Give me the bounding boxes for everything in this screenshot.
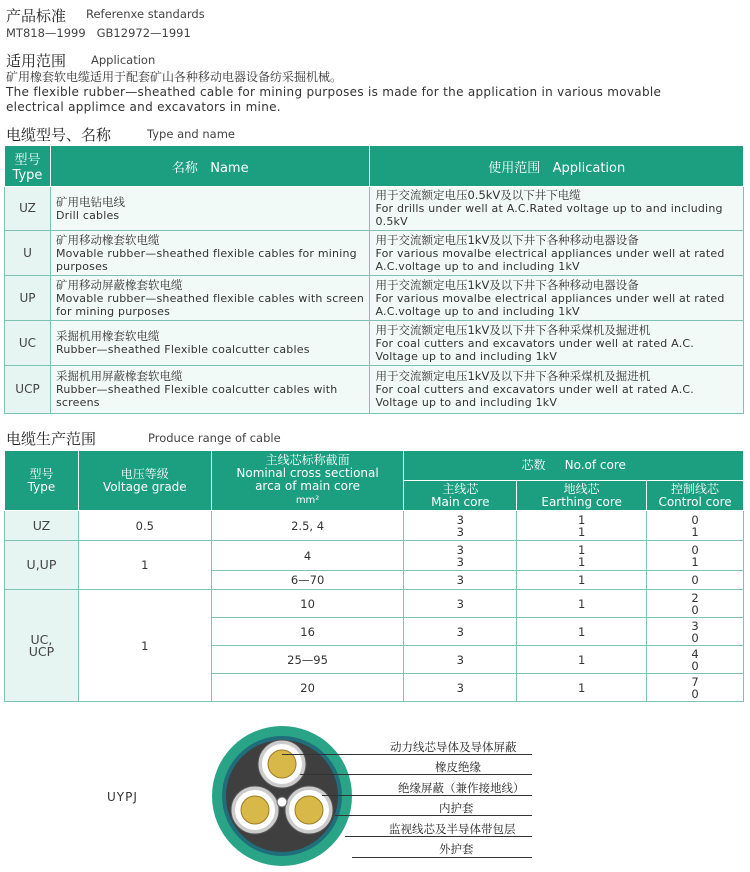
main-value: 3: [456, 680, 464, 695]
main-core-cell: [404, 590, 517, 618]
header-name: 名称 Name: [50, 146, 370, 187]
control-value: 0: [691, 602, 699, 617]
application-title-cn: 适用范围: [6, 52, 67, 70]
name-cn: 矿用移动屏蔽橡套软电缆: [55, 277, 183, 292]
control-value: 2: [691, 590, 699, 605]
header-control-core: 控制线芯 Control core: [647, 481, 744, 511]
app-cn: 用于交流额定电压1kV及以下井下各种采煤机及掘进机: [375, 369, 651, 383]
name-cn: 采掘机用屏蔽橡套软电缆: [55, 369, 183, 383]
name-cn: 矿用移动橡套软电缆: [55, 232, 160, 247]
earth-core-cell: [517, 541, 647, 571]
type-cell: UCP: [5, 366, 51, 414]
types-table-row: [5, 321, 744, 366]
main-core-cell: [404, 571, 517, 590]
type-cell: UZ: [5, 187, 51, 231]
name-en: Movable rubber—sheathed flexible cables with screen for mining purposes: [55, 291, 365, 318]
label-outer-sheath: 外护套: [439, 842, 474, 856]
app-en: For coal cutters and excavators under well at rated A.C. Voltage up to and including 1kV: [375, 336, 694, 363]
main-core-cell: [404, 541, 517, 571]
standards-codes: MT818—1999 GB12972—1991: [6, 26, 191, 40]
header-section: 主线芯标称截面 Nominal cross sectional arca of main core mm²: [211, 451, 404, 511]
application-cell: [370, 276, 744, 321]
earth-value: 1: [577, 624, 586, 639]
name-cn: 采掘机用橡套软电缆: [55, 329, 160, 343]
section-cell: 25—95: [211, 646, 404, 674]
app-cn: 用于交流额定电压0.5kV及以下井下电缆: [375, 188, 581, 202]
name-en: Rubber—sheathed Flexible coalcutter cables: [55, 343, 310, 356]
main-value: 3: [456, 573, 464, 587]
control-core-cell: [647, 646, 744, 674]
name-en: Rubber—sheathed Flexible coalcutter cables with screens: [55, 383, 338, 409]
control-core-cell: [647, 590, 744, 618]
main-value: 3: [456, 554, 464, 569]
control-value: 0: [691, 658, 699, 673]
name-en: Drill cables: [55, 208, 120, 222]
main-value: 3: [456, 596, 464, 611]
types-table-header: [5, 146, 744, 187]
app-cn: 用于交流额定电压1kV及以下井下各种采煤机及掘进机: [375, 322, 651, 337]
standards-title-en: Referenxe standards: [86, 7, 205, 21]
earth-value: 1: [577, 652, 586, 667]
earth-value: 1: [577, 542, 586, 557]
main-value: 3: [456, 512, 464, 527]
control-value: 0: [691, 573, 699, 587]
earth-value: 1: [577, 573, 586, 587]
section-cell: 20: [211, 674, 404, 702]
main-value: 3: [456, 652, 464, 667]
application-cell: [370, 231, 744, 276]
range-table-row: [5, 590, 744, 618]
type-cell: U,UP: [5, 541, 79, 590]
types-table-row: [5, 231, 744, 276]
main-value: 3: [456, 624, 464, 639]
application-cell: [370, 187, 744, 231]
header-voltage: 电压等级 Voltage grade: [78, 451, 211, 511]
header-type: 型号 Type: [5, 146, 51, 187]
earth-core-cell: [517, 674, 647, 702]
range-section-title-cn: 电缆生产范围: [6, 430, 97, 448]
types-table-row: [5, 276, 744, 321]
earth-core-cell: [517, 618, 647, 646]
type-cell: UC, UCP: [5, 590, 79, 702]
control-value: 0: [691, 686, 699, 701]
label-insulation-screen: 绝缘屏蔽（兼作接地线）: [398, 781, 525, 795]
range-table: [4, 450, 744, 702]
main-value: 3: [456, 524, 464, 539]
section-cell: 4: [211, 541, 404, 571]
control-value: 1: [691, 524, 699, 539]
types-section-title-en: Type and name: [147, 127, 235, 141]
cable-cross-section-diagram: [210, 722, 360, 872]
standards-title-cn: 产品标准: [6, 7, 67, 25]
name-en: Movable rubber—sheathed flexible cables for mining purposes: [55, 246, 357, 273]
control-value: 7: [691, 674, 699, 689]
main-value: 3: [456, 542, 464, 557]
earth-core-cell: [517, 571, 647, 590]
section-cell: 2.5, 4: [211, 511, 404, 541]
main-core-cell: [404, 674, 517, 702]
range-section-title-en: Produce range of cable: [148, 431, 281, 445]
application-desc-cn: 矿用橡套软电缆适用于配套矿山各种移动电器设备纺采掘机械。: [6, 70, 343, 84]
earth-value: 1: [577, 524, 586, 539]
header-cores: 芯数 No.of core: [404, 451, 744, 481]
header-type: 型号 Type: [5, 451, 79, 511]
application-cell: [370, 321, 744, 366]
application-desc-en-1: The flexible rubber—sheathed cable for mining purposes is made for the application in various movable: [6, 85, 662, 99]
type-cell: UZ: [5, 511, 79, 541]
type-cell: UP: [5, 276, 51, 321]
voltage-cell: 0.5: [78, 511, 211, 541]
earth-value: 1: [577, 512, 586, 527]
control-core-cell: [647, 541, 744, 571]
section-cell: 10: [211, 590, 404, 618]
control-value: 0: [691, 512, 699, 527]
types-section-title-cn: 电缆型号、名称: [6, 126, 112, 144]
main-core-cell: [404, 511, 517, 541]
types-table-row: [5, 366, 744, 414]
label-monitor-core: 监视线芯及半导体带包层: [389, 822, 516, 836]
range-table-row: [5, 511, 744, 541]
power-core-right: [285, 786, 333, 834]
name-cn: 矿用电钻电线: [55, 194, 125, 209]
app-cn: 用于交流额定电压1kV及以下井下各种移动电器设备: [375, 232, 639, 247]
type-cell: U: [5, 231, 51, 276]
control-value: 1: [691, 554, 699, 569]
control-core-cell: [647, 674, 744, 702]
name-cell: [50, 366, 370, 414]
control-value: 3: [691, 618, 699, 633]
app-en: For various movalbe electrical appliances under well at rated A.C.voltage up to and including 1kV: [375, 291, 725, 318]
application-cell: [370, 366, 744, 414]
voltage-cell: 1: [78, 590, 211, 702]
power-core-top: [258, 740, 306, 788]
control-value: 4: [691, 646, 699, 661]
main-core-cell: [404, 646, 517, 674]
types-table: [4, 145, 744, 414]
types-table-row: [5, 187, 744, 231]
section-cell: 16: [211, 618, 404, 646]
earth-value: 1: [577, 554, 586, 569]
main-core-cell: [404, 618, 517, 646]
cable-model-label: UYPJ: [107, 790, 138, 804]
range-table-row: [5, 541, 744, 571]
power-core-left: [231, 786, 279, 834]
app-en: For coal cutters and excavators under well at rated A.C. Voltage up to and including 1kV: [375, 383, 694, 409]
application-title-en: Application: [91, 53, 156, 67]
section-cell: 6—70: [211, 571, 404, 590]
control-value: 0: [691, 542, 699, 557]
name-cell: [50, 321, 370, 366]
label-power-core-conductor: 动力线芯导体及导体屏蔽: [390, 740, 517, 754]
label-rubber-insulation: 橡皮绝缘: [435, 760, 481, 774]
header-earthing-core: 地线芯 Earthing core: [517, 481, 647, 511]
control-value: 0: [691, 630, 699, 645]
name-cell: [50, 187, 370, 231]
control-core-cell: [647, 618, 744, 646]
name-cell: [50, 231, 370, 276]
app-en: For drills under well at A.C.Rated voltage up to and including 0.5kV: [375, 202, 723, 228]
header-main-core: 主线芯 Main core: [404, 481, 517, 511]
app-cn: 用于交流额定电压1kV及以下井下各种移动电器设备: [375, 277, 639, 292]
voltage-cell: 1: [78, 541, 211, 590]
header-application: 使用范围 Application: [370, 146, 744, 187]
earth-value: 1: [577, 680, 586, 695]
monitor-core: [277, 797, 287, 807]
application-desc-en-2: electrical applimce and excavators in mine.: [6, 100, 281, 114]
type-cell: UC: [5, 321, 51, 366]
control-core-cell: [647, 511, 744, 541]
app-en: For various movalbe electrical appliances under well at rated A.C.voltage up to and including 1kV: [375, 246, 725, 273]
name-cell: [50, 276, 370, 321]
earth-core-cell: [517, 646, 647, 674]
label-inner-sheath: 内护套: [439, 801, 474, 815]
earth-core-cell: [517, 590, 647, 618]
control-core-cell: [647, 571, 744, 590]
earth-value: 1: [577, 596, 586, 611]
earth-core-cell: [517, 511, 647, 541]
